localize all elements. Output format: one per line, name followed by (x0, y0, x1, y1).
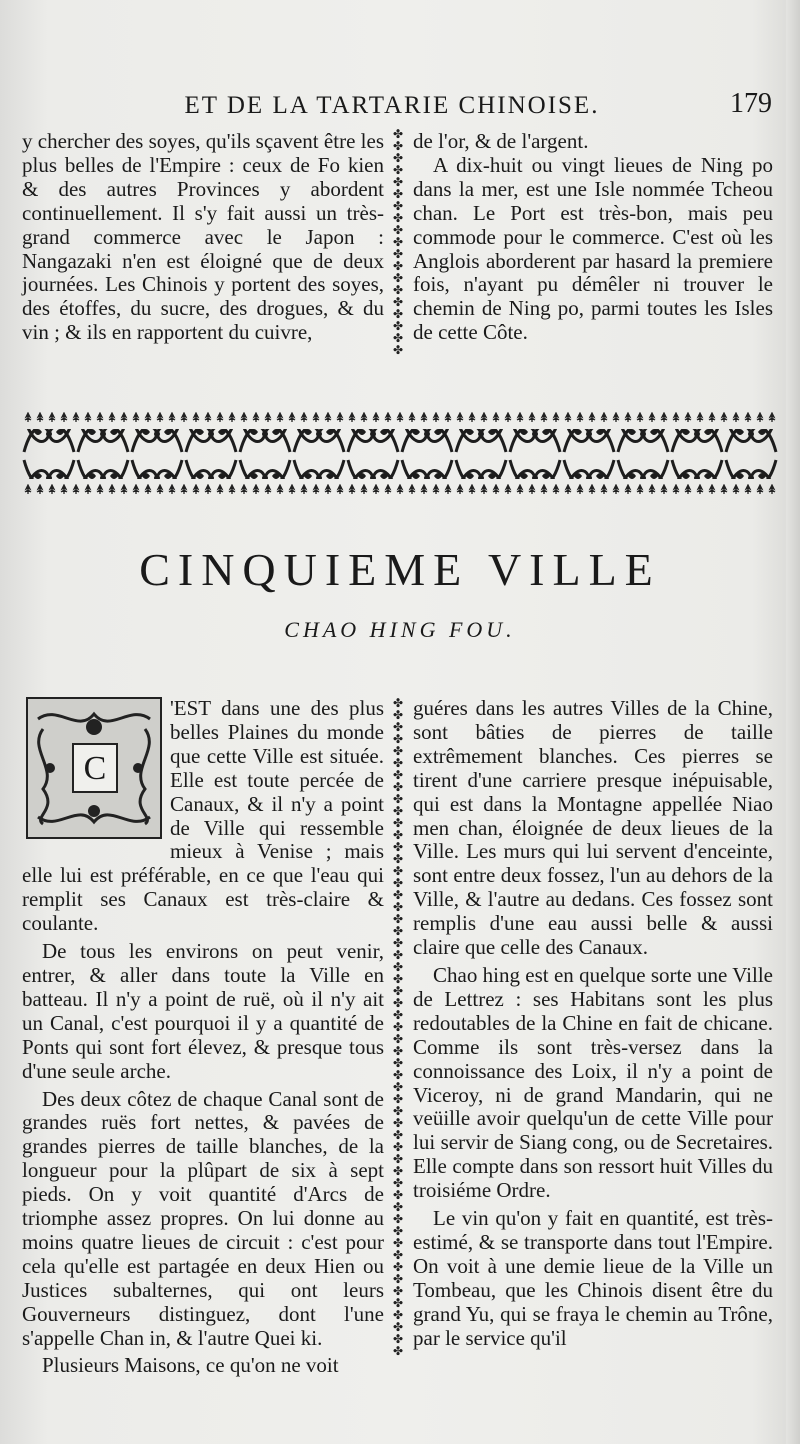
top-right-paragraph: A dix-huit ou vingt lieues de Ning po dans la mer, est une Isle nommée Tcheou chan. Le Port est très-bon, mais peu commode pour le commerce. C'est où les Anglois aborderent par hasard la premiere fois, n'ayant pu démêler ni trouver le chemin de Ning po, parmi toutes les Isles de cette Côte. (413, 152, 773, 345)
top-right-column (413, 130, 773, 345)
top-right-continuation: de l'or, & de l'argent. (413, 129, 589, 153)
running-title: ET DE LA TARTARIE CHINOISE. (184, 92, 600, 119)
column-divider-ornament-top: ✤ ✤ ✤ ✤ ✤ ✤ ✤ ✤ ✤ ✤ ✤ ✤ ✤ ✤ ✤ ✤ ✤ ✤ ✤ (392, 128, 404, 357)
dropcap-letter: C (72, 743, 118, 793)
ornamental-band (22, 412, 778, 496)
top-left-paragraph: y chercher des soyes, qu'ils sçavent être les plus belles de l'Empire : ceux de Fo kien & des autres Provinces y abordent continuellement. Il s'y fait aussi un très-grand commerce avec le Japon : Nangazaki n'en est éloigné que de deux journées. Les Chinois y portent des soyes, des étoffes, du sucre, des drogues, & du vin ; & ils en rapportent du cuivre, (22, 129, 384, 345)
body-right-continuation: guéres dans les autres Villes de la Chine, sont bâties de pierres de taille extrêmement blanches. Ces pierres se tirent d'une carriere presque inépuisable, qui est dans la Montagne appellée Niao men chan, éloignée de deux lieues de la Ville. Les murs qui lui servent d'enceinte, sont entre deux fossez, l'un au dehors de la Ville, & l'autre au dedans. Ces fossez sont remplis d'une eau aussi belle & aussi claire que celle des Canaux. (413, 696, 773, 960)
body-left-paragraph-2: De tous les environs on peut venir, entrer, & aller dans toute la Ville en batteau. Il n'y a point de ruë, où il n'y ait un Canal, c'est pourquoi il y a quantité de Ponts qui sont fort élevez, & presque tous d'une seule arche. (22, 939, 384, 1083)
dropcap-ornament (26, 697, 162, 839)
body-left-paragraph-3: Des deux côtez de chaque Canal sont de grandes ruës fort nettes, & pavées de grandes pierres de taille blanches, de la longueur pour la plûpart de six à sept pieds. On y voit quantité d'Arcs de triomphe assez propres. On lui donne au moins quatre lieues de circuit : c'est pour cela qu'elle est partagée en deux Hien ou Justices subalternes, qui ont leurs Gouverneurs distinguez, dont l'une s'appelle Chan in, & l'autre Quei ki. (22, 1086, 384, 1350)
top-left-column (22, 130, 384, 345)
chapter-subtitle: CHAO HING FOU. (284, 617, 516, 642)
opening-paragraph: 'EST dans une des plus belles Plaines du monde que cette Ville est située. Elle est toute percée de Canaux, & il n'y a point de Ville qui ressemble mieux à Venise ; mais elle lui est préférable, en ce que l'eau qui remplit ses Canaux est très-claire & coulante. (22, 696, 384, 936)
page-edge (786, 0, 800, 1444)
body-right-column (413, 697, 773, 1350)
chapter-title: CINQUIEME VILLE (139, 544, 661, 595)
page-number: 179 (730, 88, 772, 119)
body-right-paragraph-2: Chao hing est en quelque sorte une Ville de Lettrez : ses Habitans sont les plus redoutables de la Chine en fait de chicane. Comme ils sont très-versez dans la connoissance des Loix, il n'y a point de Viceroy, ni de grand Mandarin, qui ne veüille avoir quelqu'un de cette Ville pour lui servir de Siang cong, ou de Secretaires. Elle compte dans son ressort huit Villes du troisiéme Ordre. (413, 962, 773, 1203)
body-left-paragraph-4: Plusieurs Maisons, ce qu'on ne voit (42, 1353, 339, 1378)
body-right-paragraph-3: Le vin qu'on y fait en quantité, est très-estimé, & se transporte dans tout l'Empire. On voit à une demie lieue de la Ville un Tombeau, que les Chinois disent être du grand Yu, qui se fraya le chemin au Trône, par le service qu'il (413, 1206, 773, 1350)
column-divider-ornament-body: ✤ ✤ ✤ ✤ ✤ ✤ ✤ ✤ ✤ ✤ ✤ ✤ ✤ ✤ ✤ ✤ ✤ ✤ ✤ ✤ ✤ ✤ ✤ ✤ ✤ ✤ ✤ ✤ ✤ ✤ ✤ ✤ ✤ ✤ ✤ ✤ ✤ ✤ ✤ ✤ ✤ ✤ ✤ ✤ ✤ ✤ ✤ ✤ ✤ ✤ ✤ ✤ ✤ ✤ ✤ (392, 697, 404, 1358)
